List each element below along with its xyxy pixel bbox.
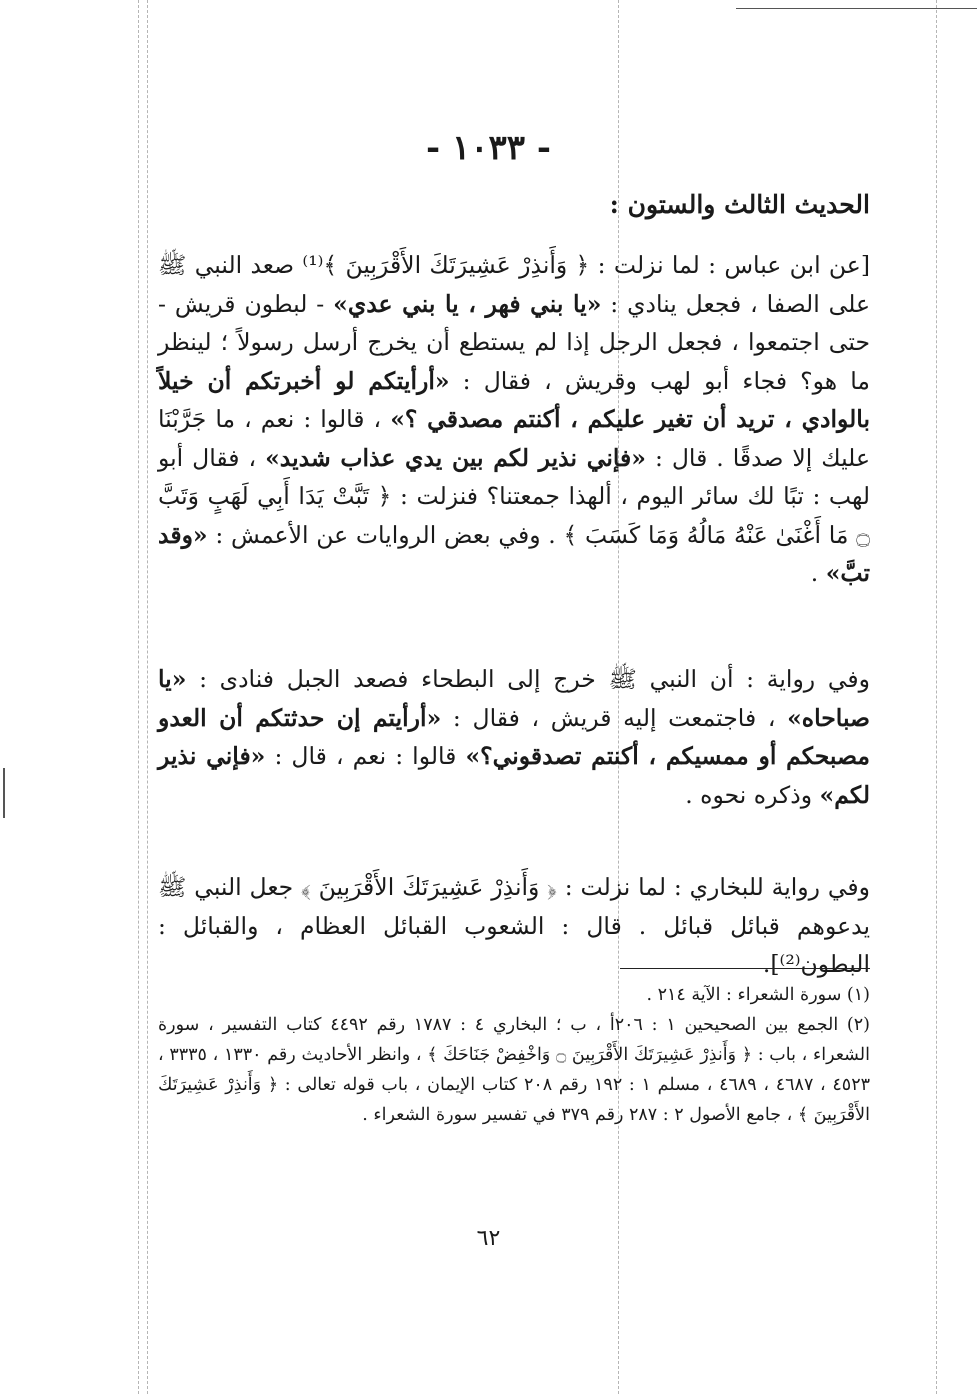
quote-bold: «وقد تبَّ»	[158, 520, 870, 587]
scan-fold-line	[936, 0, 937, 1394]
page-number-bottom: ٦٢	[476, 1226, 501, 1251]
quote-bold: «أرأيتكم لو أخبرتكم أن خيلاً بالوادي ، تريد أن تغير عليكم ، أكنتم مصدقي ؟»	[158, 366, 870, 433]
text-run: .	[810, 559, 826, 587]
text-run: ، فقال أبو لهب : تبًا لك سائر اليوم ، ألهذا جمعتنا؟ فنزلت : ﴿ تَبَّتْ يَدَا أَبِي لَهَبٍ وَتَبَّ ۝ مَا أَغْنَىٰ عَنْهُ مَالُهُ وَمَا كَسَبَ ﴾ . وفي بعض الروايات عن الأعمش :	[158, 443, 870, 549]
scan-fold-line	[138, 0, 139, 1394]
text-run: قالوا : نعم ، قال :	[265, 742, 466, 770]
scan-fold-line	[147, 0, 148, 1394]
text-run: [عن ابن عباس : لما نزلت : ﴿ وَأَنذِرْ عَشِيرَتَكَ الأَقْرَبِينَ ﴾⁽¹⁾ صعد النبي ﷺ على الصفا ، فجعل ينادي :	[158, 251, 871, 318]
page-number-top: - ١٠٣٣ -	[426, 128, 551, 168]
margin-mark	[3, 768, 5, 818]
hadith-variant	[158, 660, 870, 814]
quote-bold: «فإني نذير لكم»	[158, 742, 870, 809]
text-run: ، قالوا : نعم ، ما جَرَّبْنَا عليك إلا صدقًا . قال :	[158, 405, 870, 472]
quote-bold: «أرأيتم إن حدثتكم أن العدو مصبحكم أو ممسيكم ، أكنتم تصدقوني؟»	[158, 703, 870, 770]
footnote-divider	[620, 968, 870, 969]
text-run: وذكره نحوه .	[685, 780, 820, 809]
hadith-heading: الحديث الثالث والستون :	[609, 190, 870, 219]
top-edge-line	[736, 8, 977, 9]
paragraph-1	[158, 246, 870, 593]
footnote-2: (٢) الجمع بين الصحيحين ١ : ٢٠٦أ ، ب ؛ البخاري ٤ : ١٧٨٧ رقم ٤٤٩٢ كتاب التفسير ، سورة الشعراء ، باب : ﴿ وَأَنذِرْ عَشِيرَتَكَ الأَقْرَبِينَ ۝ وَاخْفِضْ جَنَاحَكَ ﴾ ، وانظر الأحاديث رقم ١٣٣٠ ، ٣٣٣٥ ، ٤٥٢٣ ، ٤٦٨٧ ، ٤٦٨٩ ، مسلم ١ : ١٩٢ رقم ٢٠٨ كتاب الإيمان ، باب قوله تعالى : ﴿ وَأَنذِرْ عَشِيرَتَكَ الأَقْرَبِينَ ﴾ ، جامع الأصول ٢ : ٢٨٧ رقم ٣٧٩ في تفسير سورة الشعراء .	[158, 1015, 871, 1125]
quote-bold: «فإني نذير لكم بين يدي عذاب شديد»	[265, 443, 646, 472]
paragraph-2	[158, 660, 870, 814]
quote-bold: «يا بني فهر ، يا بني عدي»	[333, 289, 602, 318]
text-run: وفي رواية : أن النبي ﷺ خرج إلى البطحاء فصعد الجبل فنادى :	[186, 665, 870, 693]
hadith-body	[158, 246, 870, 593]
footnote-1: (١) سورة الشعراء : الآية ٢١٤ .	[646, 985, 870, 1005]
text-run: - لبطون قريش - حتى اجتمعوا ، فجعل الرجل إذا لم يستطع أن يخرج أرسل رسولاً ؛ لينظر ما هو؟ فجاء أبو لهب وقريش ، فقال :	[158, 289, 870, 395]
bukhari-variant	[158, 868, 870, 984]
text-run: ، فاجتمعت إليه قريش ، فقال :	[441, 703, 788, 732]
footnotes	[158, 980, 870, 1130]
paragraph-3: وفي رواية للبخاري : لما نزلت : ﴿ وَأَنذِرْ عَشِيرَتَكَ الأَقْرَبِينَ ﴾ جعل النبي ﷺ يدعوهم قبائل قبائل . قال : الشعوب القبائل العظام ، والقبائل : البطون⁽²⁾].	[158, 873, 870, 978]
quote-bold: «يا صباحاه»	[158, 665, 870, 732]
